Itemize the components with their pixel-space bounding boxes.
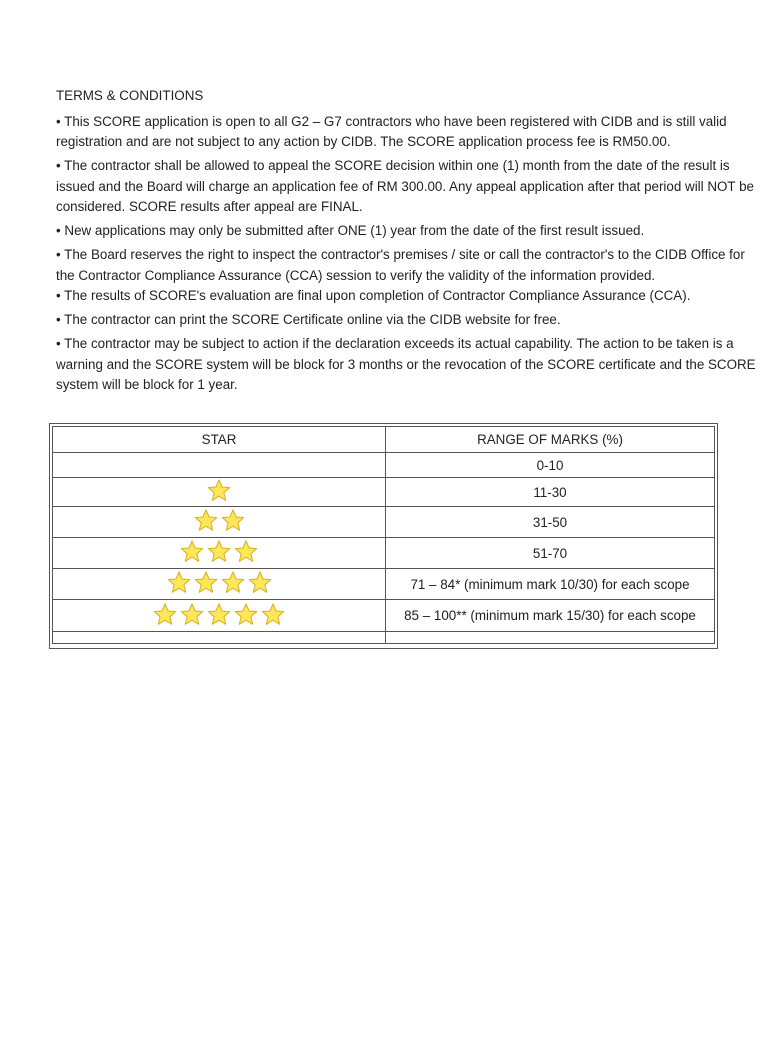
star-icon bbox=[206, 478, 232, 503]
empty-cell bbox=[53, 632, 386, 644]
range-cell: 0-10 bbox=[386, 453, 715, 478]
terms-bullet: • The results of SCORE's evaluation are final upon completion of Contractor Compliance Assurance (CCA). bbox=[56, 288, 691, 303]
star-icon bbox=[233, 539, 259, 564]
terms-bullet: • The contractor shall be allowed to appeal the SCORE decision within one (1) month from the date of the result is issued and the Board will charge an application fee of RM 300.00. Any appeal application after that period will NOT be considered. SCORE results after appeal are FINAL. bbox=[56, 158, 754, 214]
table-row bbox=[53, 507, 715, 538]
star-cell bbox=[53, 453, 386, 478]
table-row bbox=[53, 453, 715, 478]
star-column-header: STAR bbox=[53, 427, 386, 453]
range-cell: 51-70 bbox=[386, 538, 715, 569]
terms-bullet: • The contractor can print the SCORE Certificate online via the CIDB website for free. bbox=[56, 312, 561, 327]
table-header-row bbox=[53, 427, 715, 453]
terms-section bbox=[56, 86, 764, 399]
terms-bullet: • The Board reserves the right to inspect the contractor's premises / site or call the contractor's to the CIDB Office for the Contractor Compliance Assurance (CCA) session to verify the validity of the information provided. bbox=[56, 247, 745, 283]
star-icon bbox=[260, 602, 286, 627]
star-icon bbox=[193, 570, 219, 595]
star-icon bbox=[206, 539, 232, 564]
star-icon bbox=[193, 508, 219, 533]
star-icon bbox=[247, 570, 273, 595]
star-rating-table bbox=[49, 423, 718, 649]
range-cell: 11-30 bbox=[386, 478, 715, 507]
table-empty-row bbox=[53, 632, 715, 644]
empty-cell bbox=[386, 632, 715, 644]
range-cell: 85 – 100** (minimum mark 15/30) for each scope bbox=[386, 600, 715, 632]
star-icon bbox=[179, 602, 205, 627]
terms-bullet: • New applications may only be submitted after ONE (1) year from the date of the first result issued. bbox=[56, 223, 645, 238]
table-row bbox=[53, 569, 715, 600]
terms-title: TERMS & CONDITIONS bbox=[56, 88, 204, 103]
star-cell bbox=[53, 478, 386, 507]
star-icon bbox=[233, 602, 259, 627]
table-row bbox=[53, 600, 715, 632]
star-icon bbox=[166, 570, 192, 595]
star-cell bbox=[53, 538, 386, 569]
terms-bullet: • The contractor may be subject to action if the declaration exceeds its actual capability. The action to be taken is a warning and the SCORE system will be block for 3 months or the revocation of the SCORE certificate and the SCORE system will be block for 1 year. bbox=[56, 336, 756, 392]
table-row bbox=[53, 478, 715, 507]
star-icon bbox=[220, 570, 246, 595]
range-cell: 71 – 84* (minimum mark 10/30) for each scope bbox=[386, 569, 715, 600]
star-icon bbox=[179, 539, 205, 564]
star-cell bbox=[53, 600, 386, 632]
range-cell: 31-50 bbox=[386, 507, 715, 538]
table-row bbox=[53, 538, 715, 569]
range-column-header: RANGE OF MARKS (%) bbox=[386, 427, 715, 453]
star-icon bbox=[206, 602, 232, 627]
star-cell bbox=[53, 507, 386, 538]
terms-bullet: • This SCORE application is open to all G2 – G7 contractors who have been registered with CIDB and is still valid registration and are not subject to any action by CIDB. The SCORE application process fee is RM50.00. bbox=[56, 113, 727, 149]
star-icon bbox=[152, 602, 178, 627]
star-cell bbox=[53, 569, 386, 600]
star-icon bbox=[220, 508, 246, 533]
